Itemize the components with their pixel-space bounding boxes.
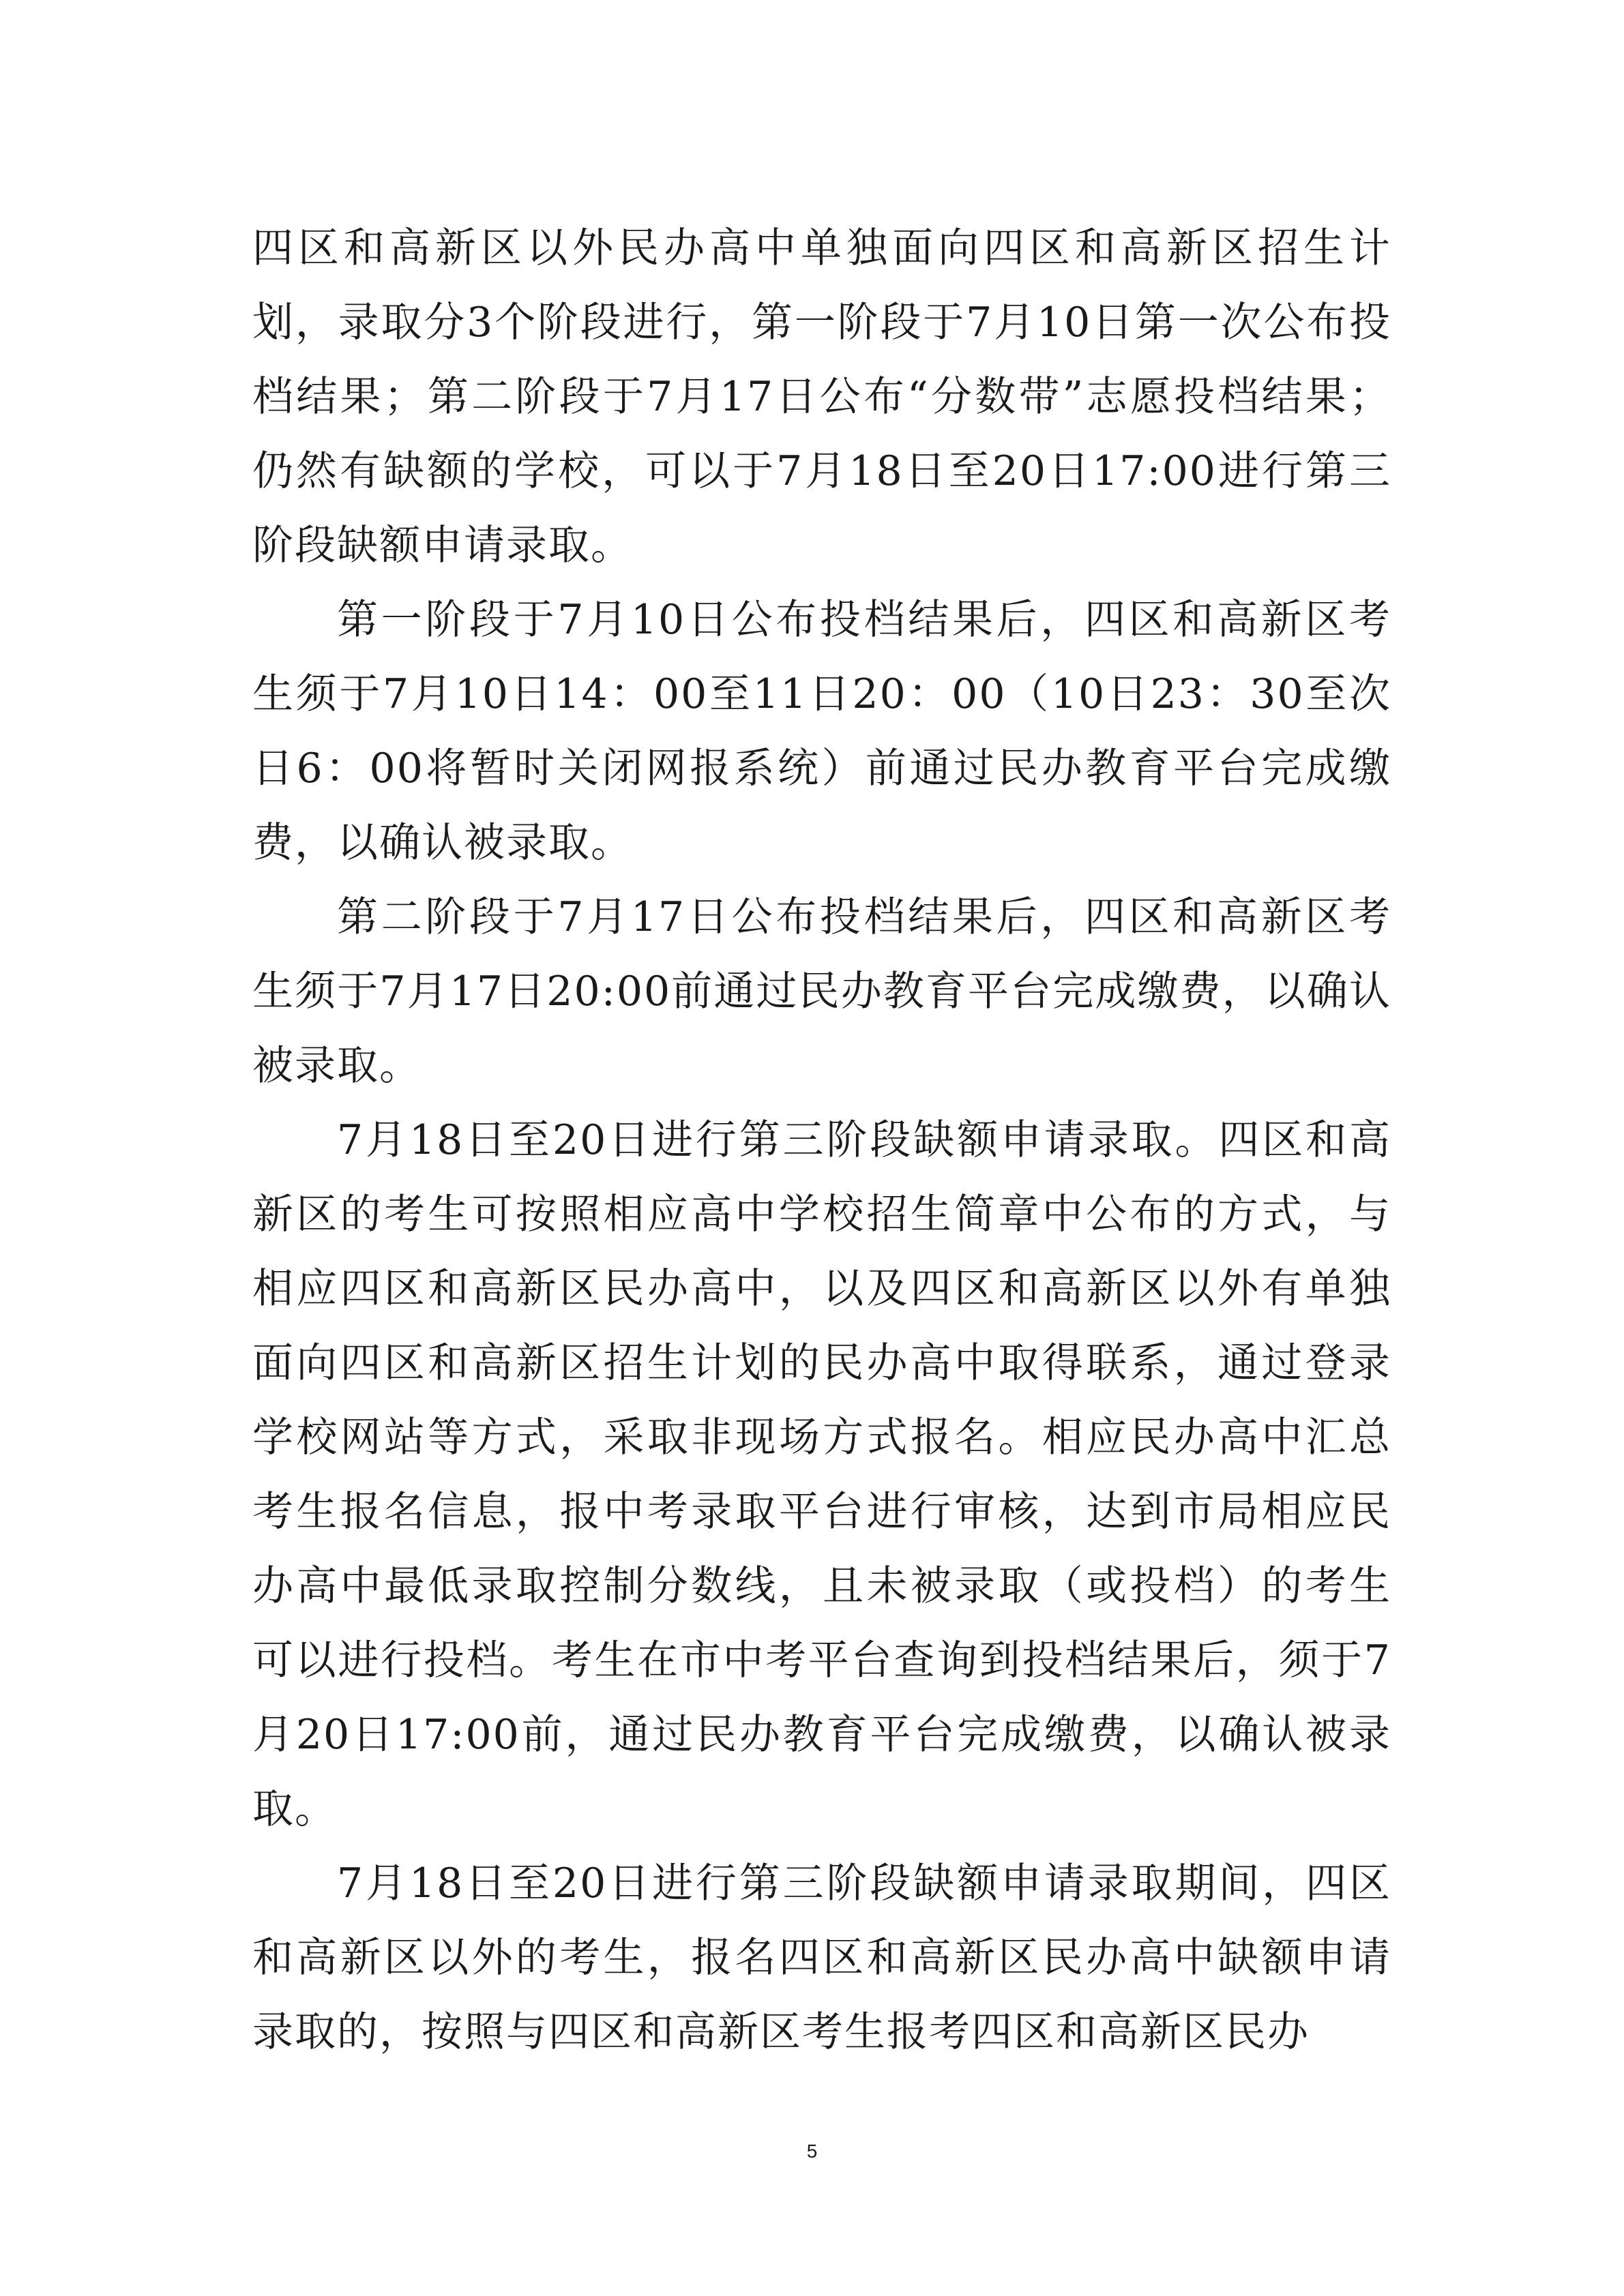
paragraph-outside-district-students: 7月18日至20日进行第三阶段缺额申请录取期间，四区和高新区以外的考生，报名四区和高新区民办高中缺额申请录取的，按照与四区和高新区考生报考四区和高新区民办: [252, 1860, 1391, 2056]
page-number: 5: [806, 2141, 818, 2162]
paragraph-stage-one-payment: 第一阶段于7月10日公布投档结果后，四区和高新区考生须于7月10日14：00至11日20：00（10日23：30至次日6：00将暂时关闭网报系统）前通过民办教育平台完成缴费，以确认被录取。: [252, 596, 1391, 867]
paragraph-stage-two-payment: 第二阶段于7月17日公布投档结果后，四区和高新区考生须于7月17日20:00前通过民办教育平台完成缴费，以确认被录取。: [252, 893, 1391, 1090]
paragraph-admission-stages: 四区和高新区以外民办高中单独面向四区和高新区招生计划，录取分3个阶段进行，第一阶段于7月10日第一次公布投档结果；第二阶段于7月17日公布“分数带”志愿投档结果；仍然有缺额的学校，可以于7月18日至20日17:00进行第三阶段缺额申请录取。: [252, 224, 1391, 569]
paragraph-stage-three-application: 7月18日至20日进行第三阶段缺额申请录取。四区和高新区的考生可按照相应高中学校招生简章中公布的方式，与相应四区和高新区民办高中，以及四区和高新区以外有单独面向四区和高新区招生计划的民办高中取得联系，通过登录学校网站等方式，采取非现场方式报名。相应民办高中汇总考生报名信息，报中考录取平台进行审核，达到市局相应民办高中最低录取控制分数线，且未被录取（或投档）的考生可以进行投档。考生在市中考平台查询到投档结果后，须于7月20日17:00前，通过民办教育平台完成缴费，以确认被录取。: [252, 1116, 1391, 1833]
body-text: [252, 211, 1391, 2070]
